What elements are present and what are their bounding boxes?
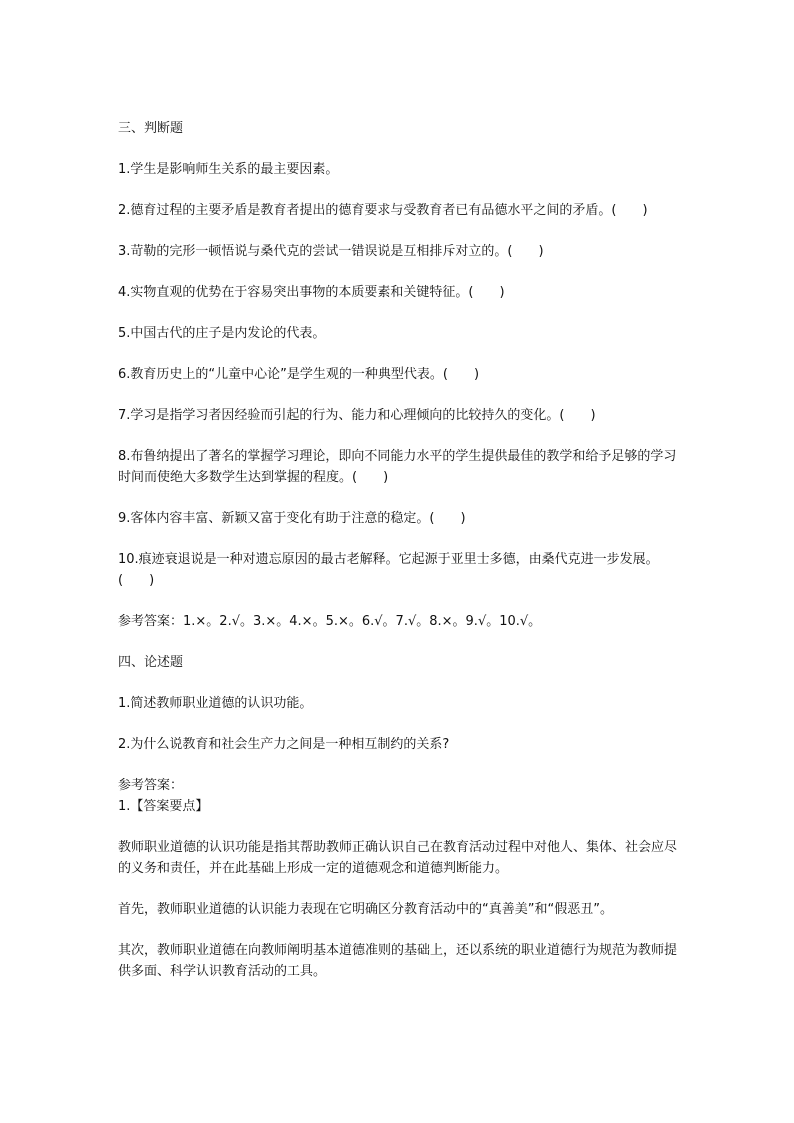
- answer-paragraph: 教师职业道德的认识功能是指其帮助教师正确认识自己在教育活动过程中对他人、集体、社会应尽的义务和责任，并在此基础上形成一定的道德观念和道德判断能力。: [118, 840, 678, 876]
- question-item: 9.客体内容丰富、新颖又富于变化有助于注意的稳定。( ): [118, 511, 466, 526]
- answer-paragraph: 其次，教师职业道德在向教师阐明基本道德准则的基础上，还以系统的职业道德行为规范为教师提供多面、科学认识教育活动的工具。: [118, 943, 678, 979]
- question-item: 1.学生是影响师生关系的最主要因素。: [118, 162, 339, 177]
- question-item: 10.痕迹衰退说是一种对遗忘原因的最古老解释。它起源于亚里士多德，由桑代克进一步发展。( ): [118, 552, 659, 588]
- section-3-answer: 参考答案：1.×。2.√。3.×。4.×。5.×。6.√。7.√。8.×。9.√。10.√。: [118, 614, 542, 629]
- section-3-heading: 三、判断题: [118, 121, 184, 136]
- question-item: 5.中国古代的庄子是内发论的代表。: [118, 326, 326, 341]
- question-item: 4.实物直观的优势在于容易突出事物的本质要素和关键特征。( ): [118, 285, 505, 300]
- question-item: 1.简述教师职业道德的认识功能。: [118, 696, 313, 711]
- question-item: 7.学习是指学习者因经验而引起的行为、能力和心理倾向的比较持久的变化。( ): [118, 408, 596, 423]
- question-item: 6.教育历史上的“儿童中心论”是学生观的一种典型代表。( ): [118, 367, 480, 382]
- section-4-heading: 四、论述题: [118, 655, 184, 670]
- question-item: 8.布鲁纳提出了著名的掌握学习理论，即向不同能力水平的学生提供最佳的教学和给予足够的学习时间而使绝大多数学生达到掌握的程度。( ): [118, 449, 677, 485]
- question-item: 2.为什么说教育和社会生产力之间是一种相互制约的关系?: [118, 737, 450, 752]
- answer-point-heading: 1.【答案要点】: [118, 799, 209, 814]
- section-4-answer-label: 参考答案：: [118, 778, 184, 793]
- question-item: 2.德育过程的主要矛盾是教育者提出的德育要求与受教育者已有品德水平之间的矛盾。( ): [118, 203, 648, 218]
- document-page: [118, 118, 688, 1002]
- answer-paragraph: 首先，教师职业道德的认识能力表现在它明确区分教育活动中的“真善美”和“假恶丑”。: [118, 902, 613, 917]
- question-item: 3.苛勒的完形一顿悟说与桑代克的尝试一错误说是互相排斥对立的。( ): [118, 244, 544, 259]
